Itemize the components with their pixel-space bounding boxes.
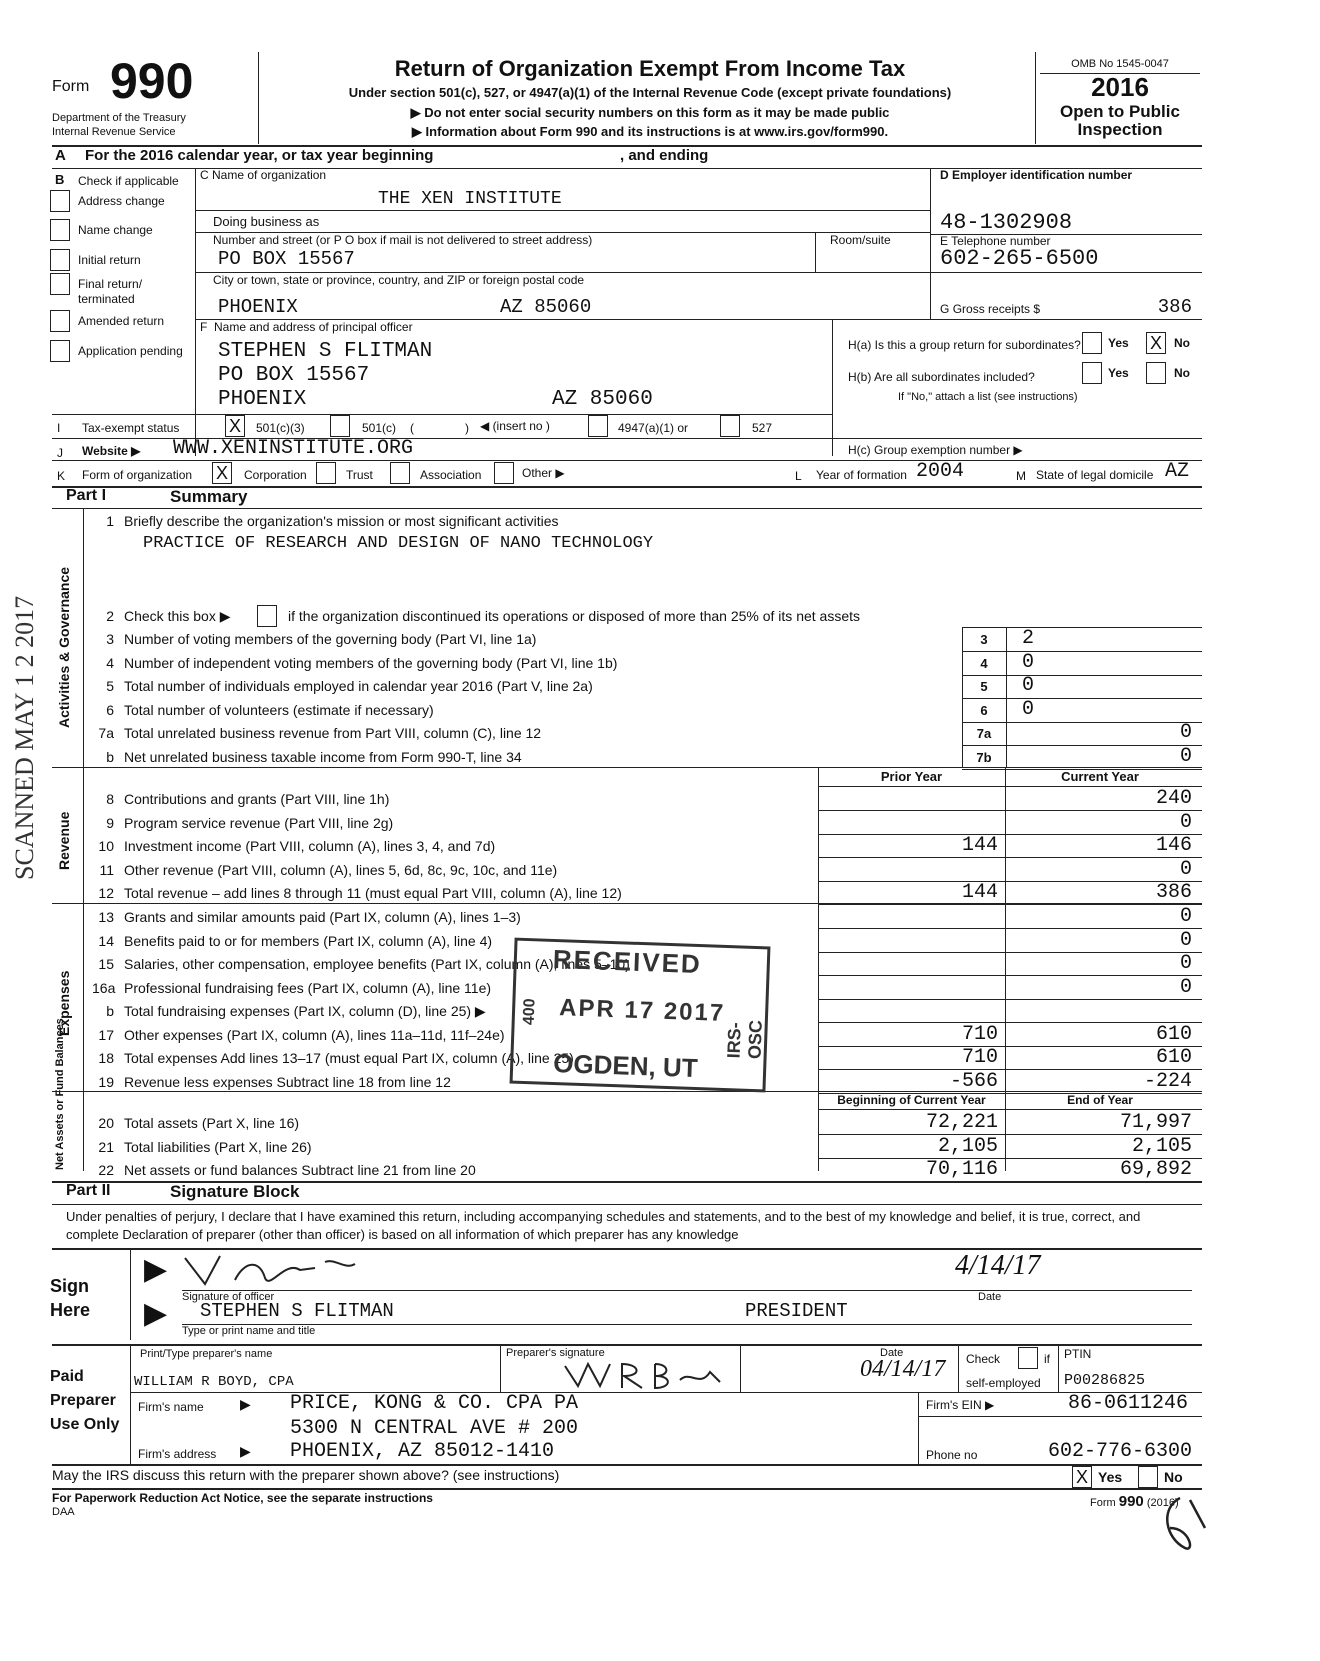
b-label-2: Initial return <box>78 253 141 267</box>
ptin-label: PTIN <box>1064 1347 1092 1361</box>
exp-line-num-7: 19 <box>98 1074 114 1090</box>
footer-form: Form 990 (2016) <box>1090 1493 1179 1510</box>
check-label: Check <box>966 1352 1001 1366</box>
gov-box-left-rule <box>962 627 963 767</box>
section-d-label: D Employer identification number <box>940 168 1133 182</box>
website-url[interactable]: WWW.XENINSTITUTE.ORG <box>173 437 414 460</box>
discuss-no-checkbox[interactable] <box>1138 1466 1158 1488</box>
net-line-num-0: 20 <box>98 1115 114 1131</box>
net-line-current-0: 71,997 <box>1119 1111 1192 1134</box>
ssn-note: ▶ Do not enter social security numbers on this form as it may be made public <box>410 105 890 120</box>
form-subtitle: Under section 501(c), 527, or 4947(a)(1) of the Internal Revenue Code (except private foundations) <box>348 85 952 100</box>
section-g-label: G Gross receipts $ <box>940 302 1041 316</box>
rev-line-current-4: 386 <box>1155 881 1192 904</box>
year-formation-label: Year of formation <box>816 468 907 482</box>
net-line-prior-2: 70,116 <box>925 1158 998 1181</box>
b-checkbox-1[interactable] <box>50 219 70 241</box>
rev-line-prior-2: 144 <box>961 834 998 857</box>
street-address: PO BOX 15567 <box>218 248 355 270</box>
street-label: Number and street (or P O box if mail is not delivered to street address) <box>213 233 593 247</box>
stamp-received: RECEIVED <box>552 943 703 980</box>
prep-name-label: Print/Type preparer's name <box>140 1348 273 1360</box>
ha-no-label: No <box>1174 336 1190 350</box>
gov-line-value-1: 0 <box>1022 651 1035 674</box>
org-name: THE XEN INSTITUTE <box>378 189 562 209</box>
net-line-prior-1: 2,105 <box>937 1135 998 1158</box>
exp-line-text-0: Grants and similar amounts paid (Part IX, column (A), lines 1–3) <box>124 909 521 925</box>
b-checkbox-2[interactable] <box>50 249 70 271</box>
b-checkbox-4[interactable] <box>50 310 70 332</box>
sign-label: Sign <box>50 1276 89 1296</box>
net-line-current-2: 69,892 <box>1119 1158 1192 1181</box>
b-checkbox-0[interactable] <box>50 190 70 212</box>
gov-line-value-0: 2 <box>1022 627 1035 650</box>
exp-line-current-2: 0 <box>1179 952 1192 975</box>
exp-line-num-4: b <box>106 1003 114 1019</box>
exp-line-text-2: Salaries, other compensation, employee benefits (Part IX, column (A), lines 5–10) <box>124 956 630 972</box>
section-e-label: E Telephone number <box>940 234 1051 248</box>
room-suite-label: Room/suite <box>830 233 891 247</box>
dba-label: Doing business as <box>213 214 320 229</box>
tax-exempt-label: Tax-exempt status <box>82 421 180 435</box>
gov-line-rule-0 <box>962 651 1202 652</box>
line2-text-a: Check this box ▶ <box>124 608 231 624</box>
firm-ein: 86-0611246 <box>1067 1392 1188 1415</box>
sign-arrow-2: ▶ <box>144 1297 168 1330</box>
firm-name-label: Firm's name <box>138 1400 204 1414</box>
b-checkbox-5[interactable] <box>50 340 70 362</box>
line-k-label: K <box>57 469 66 483</box>
net-line-text-2: Net assets or fund balances Subtract line 21 from line 20 <box>124 1162 476 1178</box>
rev-line-text-4: Total revenue – add lines 8 through 11 (must equal Part VIII, column (A), line 12) <box>124 885 622 901</box>
4947-checkbox[interactable] <box>588 415 608 437</box>
net-line-text-1: Total liabilities (Part X, line 26) <box>124 1139 312 1155</box>
discuss-yes-checkbox[interactable]: X <box>1072 1466 1092 1488</box>
received-stamp <box>510 938 771 1093</box>
section-f-label: F Name and address of principal officer <box>200 320 413 334</box>
gov-line-value-2: 0 <box>1022 674 1035 697</box>
discuss-no-label: No <box>1164 1469 1183 1485</box>
gov-line-text-4: Total unrelated business revenue from Part VIII, column (C), line 12 <box>124 725 542 741</box>
penalty-statement: Under penalties of perjury, I declare that I have examined this return, including accompanying schedules and statements, and to the best of my knowledge and belief, it is true, correct, and complete Declaration of preparer (other than officer) is based on all information of which preparer has any knowledge <box>66 1209 1141 1242</box>
gov-line-value-4: 0 <box>1179 721 1192 744</box>
form-word: Form <box>52 78 90 95</box>
exp-line-prior-5: 710 <box>961 1023 998 1046</box>
b-label-5: Application pending <box>78 344 183 358</box>
exp-line-current-1: 0 <box>1179 929 1192 952</box>
exp-line-prior-6: 710 <box>961 1046 998 1069</box>
net-side-label: Net Assets or Fund Balances <box>54 1018 66 1170</box>
section-b-title: Check if applicable <box>78 174 179 188</box>
eoy-header: End of Year <box>1067 1093 1133 1107</box>
form-of-org-label: Form of organization <box>82 468 193 482</box>
hb-no-label: No <box>1174 366 1190 380</box>
rev-line-prior-4: 144 <box>961 881 998 904</box>
here-label: Here <box>50 1300 91 1320</box>
line1-text: Briefly describe the organization's mission or most significant activities <box>124 513 559 529</box>
501c-close-paren: ) <box>465 421 469 435</box>
line2-text-b: if the organization discontinued its operations or disposed of more than 25% of its net assets <box>288 608 861 624</box>
other-label: Other ▶ <box>522 466 565 480</box>
exp-line-text-4: Total fundraising expenses (Part IX, column (D), line 25) ▶ <box>124 1003 486 1019</box>
line2-checkbox[interactable] <box>257 605 277 627</box>
handwritten-mark <box>1150 1488 1210 1568</box>
gov-line-num-1: 4 <box>106 655 114 671</box>
preparer-signature <box>560 1358 730 1392</box>
gov-line-box-3: 6 <box>980 703 988 718</box>
gov-line-num-3: 6 <box>106 702 114 718</box>
officer-address: PO BOX 15567 <box>218 364 370 387</box>
gov-line-text-1: Number of independent voting members of the governing body (Part VI, line 1b) <box>124 655 618 671</box>
self-employed-label: self-employed <box>966 1376 1041 1390</box>
ha-yes-label: Yes <box>1108 336 1129 350</box>
form-title: Return of Organization Exempt From Income Tax <box>394 56 906 81</box>
line-m-label: M <box>1016 469 1026 483</box>
signature-date: 4/14/17 <box>955 1250 1041 1281</box>
stamp-date: APR 17 2017 <box>558 994 726 1027</box>
firm-address-1: 5300 N CENTRAL AVE # 200 <box>290 1417 579 1440</box>
association-label: Association <box>420 468 482 482</box>
city-label: City or town, state or province, country, and ZIP or foreign postal code <box>213 273 585 287</box>
preparer-label: Preparer <box>50 1392 116 1409</box>
501c-checkbox[interactable] <box>330 415 350 437</box>
association-checkbox[interactable] <box>390 462 410 484</box>
firm-address-arrow: ▶ <box>240 1443 251 1459</box>
corporation-label: Corporation <box>244 468 307 482</box>
line2-number: 2 <box>106 608 114 624</box>
paid-label: Paid <box>50 1368 84 1385</box>
org-name-label: Name of organization <box>212 168 327 182</box>
exp-line-text-3: Professional fundraising fees (Part IX, column (A), line 11e) <box>124 980 492 996</box>
firm-address-label: Firm's address <box>138 1447 217 1461</box>
gov-box-right-rule <box>1006 627 1007 767</box>
501c3-checkbox[interactable]: X <box>225 415 245 437</box>
exp-side-label: Expenses <box>56 970 72 1036</box>
firm-name-arrow: ▶ <box>240 1396 251 1412</box>
gov-line-box-4: 7a <box>976 726 992 741</box>
exp-line-text-7: Revenue less expenses Subtract line 18 from line 12 <box>124 1074 451 1090</box>
footer-paperwork: For Paperwork Reduction Act Notice, see the separate instructions <box>52 1491 433 1505</box>
signature-label: Signature of officer <box>182 1291 275 1303</box>
officer-name: STEPHEN S FLITMAN <box>218 340 433 363</box>
527-label: 527 <box>752 421 773 435</box>
exp-line-current-5: 610 <box>1155 1023 1192 1046</box>
gov-line-rule-2 <box>962 698 1202 699</box>
b-label-3: Final return/ terminated <box>78 277 143 306</box>
officer-print-name: STEPHEN S FLITMAN <box>200 1300 394 1322</box>
line-l-label: L <box>795 469 802 483</box>
firm-phone-label: Phone no <box>926 1448 978 1462</box>
phone-label: Telephone number <box>951 234 1051 248</box>
section-b-label: B <box>55 172 65 187</box>
trust-label: Trust <box>346 468 373 482</box>
gov-side-label: Activities & Governance <box>56 566 72 728</box>
b-checkbox-3[interactable] <box>50 273 70 295</box>
rev-line-num-1: 9 <box>106 815 114 831</box>
exp-line-num-5: 17 <box>98 1027 114 1043</box>
line-j-label: J <box>57 446 63 460</box>
gov-line-box-0: 3 <box>980 632 988 647</box>
gov-line-rule-1 <box>962 675 1202 676</box>
part1-label: Part I <box>66 487 107 504</box>
501c3-label: 501(c)(3) <box>256 421 305 435</box>
ptin: P00286825 <box>1064 1372 1146 1389</box>
net-line-prior-0: 72,221 <box>925 1111 998 1134</box>
527-checkbox[interactable] <box>720 415 740 437</box>
inspection: Inspection <box>1077 120 1163 139</box>
officer-state-zip: AZ 85060 <box>552 388 653 411</box>
current-year-header: Current Year <box>1061 769 1139 784</box>
gov-line-num-2: 5 <box>106 678 114 694</box>
part1-title: Summary <box>170 487 248 506</box>
hb-note: If "No," attach a list (see instructions) <box>898 391 1078 403</box>
phone: 602-265-6500 <box>940 246 1099 271</box>
city: PHOENIX <box>218 296 298 318</box>
scanned-stamp: SCANNED MAY 1 2 2017 <box>10 595 39 880</box>
4947-label: 4947(a)(1) or <box>618 421 689 435</box>
ha-yes-checkbox[interactable] <box>1082 332 1102 354</box>
omb-number: OMB No 1545-0047 <box>1071 58 1169 70</box>
stamp-code: 400 <box>520 998 539 1026</box>
gross-receipts-label: Gross receipts $ <box>952 302 1041 316</box>
rev-line-text-1: Program service revenue (Part VIII, line 2g) <box>124 815 394 831</box>
stamp-side: IRS-OSC <box>723 1019 766 1060</box>
exp-line-num-1: 14 <box>98 933 114 949</box>
principal-officer-label: Name and address of principal officer <box>214 320 413 334</box>
rev-line-current-0: 240 <box>1155 787 1192 810</box>
rev-line-num-2: 10 <box>98 838 114 854</box>
sign-arrow-1: ▶ <box>144 1253 168 1286</box>
gov-line-value-3: 0 <box>1022 698 1035 721</box>
gov-box-top-rule <box>962 627 1202 628</box>
form-number: 990 <box>110 53 194 109</box>
gross-receipts: 386 <box>1157 296 1192 318</box>
section-c-label: C Name of organization <box>200 168 327 182</box>
open-public: Open to Public <box>1060 102 1180 121</box>
dept-line1: Department of the Treasury <box>52 112 186 124</box>
gov-line-value-5: 0 <box>1179 745 1192 768</box>
rev-line-text-0: Contributions and grants (Part VIII, line 1h) <box>124 791 390 807</box>
hc-label: H(c) Group exemption number ▶ <box>848 443 1023 457</box>
ha-no-checkbox[interactable]: X <box>1146 332 1166 354</box>
501c-label: 501(c) <box>362 421 397 435</box>
part2-label: Part II <box>66 1182 111 1199</box>
exp-line-current-6: 610 <box>1155 1046 1192 1069</box>
mission-text: PRACTICE OF RESEARCH AND DESIGN OF NANO TECHNOLOGY <box>143 534 654 553</box>
net-line-current-1: 2,105 <box>1131 1135 1192 1158</box>
b-label-4: Amended return <box>78 314 165 328</box>
rev-line-current-3: 0 <box>1179 858 1192 881</box>
prep-date: 04/14/17 <box>860 1356 946 1382</box>
line-a-label: A <box>55 147 66 164</box>
date-label: Date <box>978 1291 1002 1303</box>
line-i-label: I <box>57 421 61 435</box>
hb-question: H(b) Are all subordinates included? <box>848 370 1035 384</box>
rev-line-num-3: 11 <box>99 862 114 878</box>
gov-line-box-2: 5 <box>980 679 988 694</box>
dept-line2: Internal Revenue Service <box>52 126 176 138</box>
rev-line-text-3: Other revenue (Part VIII, column (A), lines 5, 6d, 8c, 9c, 10c, and 11e) <box>124 862 558 878</box>
b-label-1: Name change <box>78 223 153 237</box>
exp-line-num-0: 13 <box>98 909 114 925</box>
exp-line-prior-7: -566 <box>949 1070 998 1093</box>
prior-year-header: Prior Year <box>880 769 943 784</box>
part2-title: Signature Block <box>170 1182 300 1201</box>
line-a-text: For the 2016 calendar year, or tax year beginning <box>85 147 434 164</box>
line1-number: 1 <box>106 513 114 529</box>
gov-line-text-3: Total number of volunteers (estimate if necessary) <box>124 702 434 718</box>
other-checkbox[interactable] <box>494 462 514 484</box>
discuss-yes-label: Yes <box>1098 1469 1123 1485</box>
rev-line-current-2: 146 <box>1155 834 1192 857</box>
hb-yes-label: Yes <box>1108 366 1129 380</box>
exp-line-text-6: Total expenses Add lines 13–17 (must equal Part IX, column (A), line 25) <box>124 1050 574 1066</box>
exp-line-num-3: 16a <box>92 980 116 996</box>
exp-line-current-0: 0 <box>1179 905 1192 928</box>
use-only-label: Use Only <box>50 1416 120 1433</box>
gov-line-box-1: 4 <box>980 656 988 671</box>
exp-line-text-5: Other expenses (Part IX, column (A), lines 11a–11d, 11f–24e) <box>124 1027 505 1043</box>
prep-date-label: Date <box>880 1347 904 1359</box>
firm-ein-label: Firm's EIN ▶ <box>926 1398 995 1412</box>
ha-question: H(a) Is this a group return for subordinates? <box>848 338 1081 352</box>
net-line-num-2: 22 <box>98 1162 114 1178</box>
officer-signature <box>175 1250 375 1290</box>
ein-label: Employer identification number <box>952 168 1133 182</box>
gov-line-text-2: Total number of individuals employed in calendar year 2016 (Part V, line 2a) <box>124 678 593 694</box>
if-label: if <box>1044 1352 1050 1366</box>
exp-line-current-7: -224 <box>1143 1070 1192 1093</box>
gov-line-num-0: 3 <box>106 631 114 647</box>
stamp-city: OGDEN, UT <box>552 1048 699 1084</box>
rev-line-num-0: 8 <box>106 791 114 807</box>
self-employed-checkbox[interactable] <box>1018 1347 1038 1369</box>
corporation-checkbox[interactable]: X <box>212 462 232 484</box>
b-label-0: Address change <box>78 194 165 208</box>
firm-name: PRICE, KONG & CO. CPA PA <box>290 1392 579 1415</box>
discuss-question: May the IRS discuss this return with the preparer shown above? (see instructions) <box>52 1467 560 1483</box>
info-note: ▶ Information about Form 990 and its instructions is at www.irs.gov/form990. <box>411 124 889 139</box>
officer-city: PHOENIX <box>218 388 307 411</box>
gov-line-num-5: b <box>106 749 114 765</box>
rev-line-num-4: 12 <box>98 885 114 901</box>
gov-line-text-0: Number of voting members of the governing body (Part VI, line 1a) <box>124 631 537 647</box>
tax-year: 2016 <box>1091 72 1149 102</box>
footer-daa: DAA <box>52 1506 75 1518</box>
exp-line-rule-3 <box>818 999 1202 1000</box>
boy-header: Beginning of Current Year <box>837 1093 986 1107</box>
state-zip: AZ 85060 <box>500 296 592 318</box>
website-label: Website ▶ <box>82 444 141 458</box>
hb-yes-checkbox[interactable] <box>1082 362 1102 384</box>
line-a-ending: , and ending <box>620 147 709 164</box>
gov-line-num-4: 7a <box>98 725 114 741</box>
net-line-num-1: 21 <box>98 1139 114 1155</box>
rev-line-text-2: Investment income (Part VIII, column (A), lines 3, 4, and 7d) <box>124 838 496 854</box>
insert-no-label: ◀ (insert no ) <box>480 419 550 433</box>
type-name-label: Type or print name and title <box>182 1325 316 1337</box>
net-line-text-0: Total assets (Part X, line 16) <box>124 1115 300 1131</box>
exp-line-num-6: 18 <box>98 1050 114 1066</box>
legal-domicile: AZ <box>1165 460 1190 483</box>
501c-open-paren: ( <box>410 421 414 435</box>
firm-address-2: PHOENIX, AZ 85012-1410 <box>290 1440 555 1463</box>
gov-line-text-5: Net unrelated business taxable income from Form 990-T, line 34 <box>124 749 522 765</box>
ein: 48-1302908 <box>940 210 1073 235</box>
hb-no-checkbox[interactable] <box>1146 362 1166 384</box>
prep-sig-label: Preparer's signature <box>506 1347 605 1359</box>
rev-line-current-1: 0 <box>1179 811 1192 834</box>
exp-line-text-1: Benefits paid to or for members (Part IX, column (A), line 4) <box>124 933 493 949</box>
firm-phone: 602-776-6300 <box>1047 1440 1192 1463</box>
trust-checkbox[interactable] <box>316 462 336 484</box>
exp-line-current-3: 0 <box>1179 976 1192 999</box>
year-formation: 2004 <box>916 460 965 483</box>
gov-line-box-5: 7b <box>976 750 992 765</box>
rev-side-label: Revenue <box>56 811 72 870</box>
exp-line-num-2: 15 <box>98 956 114 972</box>
legal-domicile-label: State of legal domicile <box>1036 468 1154 482</box>
prep-name: WILLIAM R BOYD, CPA <box>134 1374 294 1390</box>
officer-print-title: PRESIDENT <box>745 1300 848 1322</box>
